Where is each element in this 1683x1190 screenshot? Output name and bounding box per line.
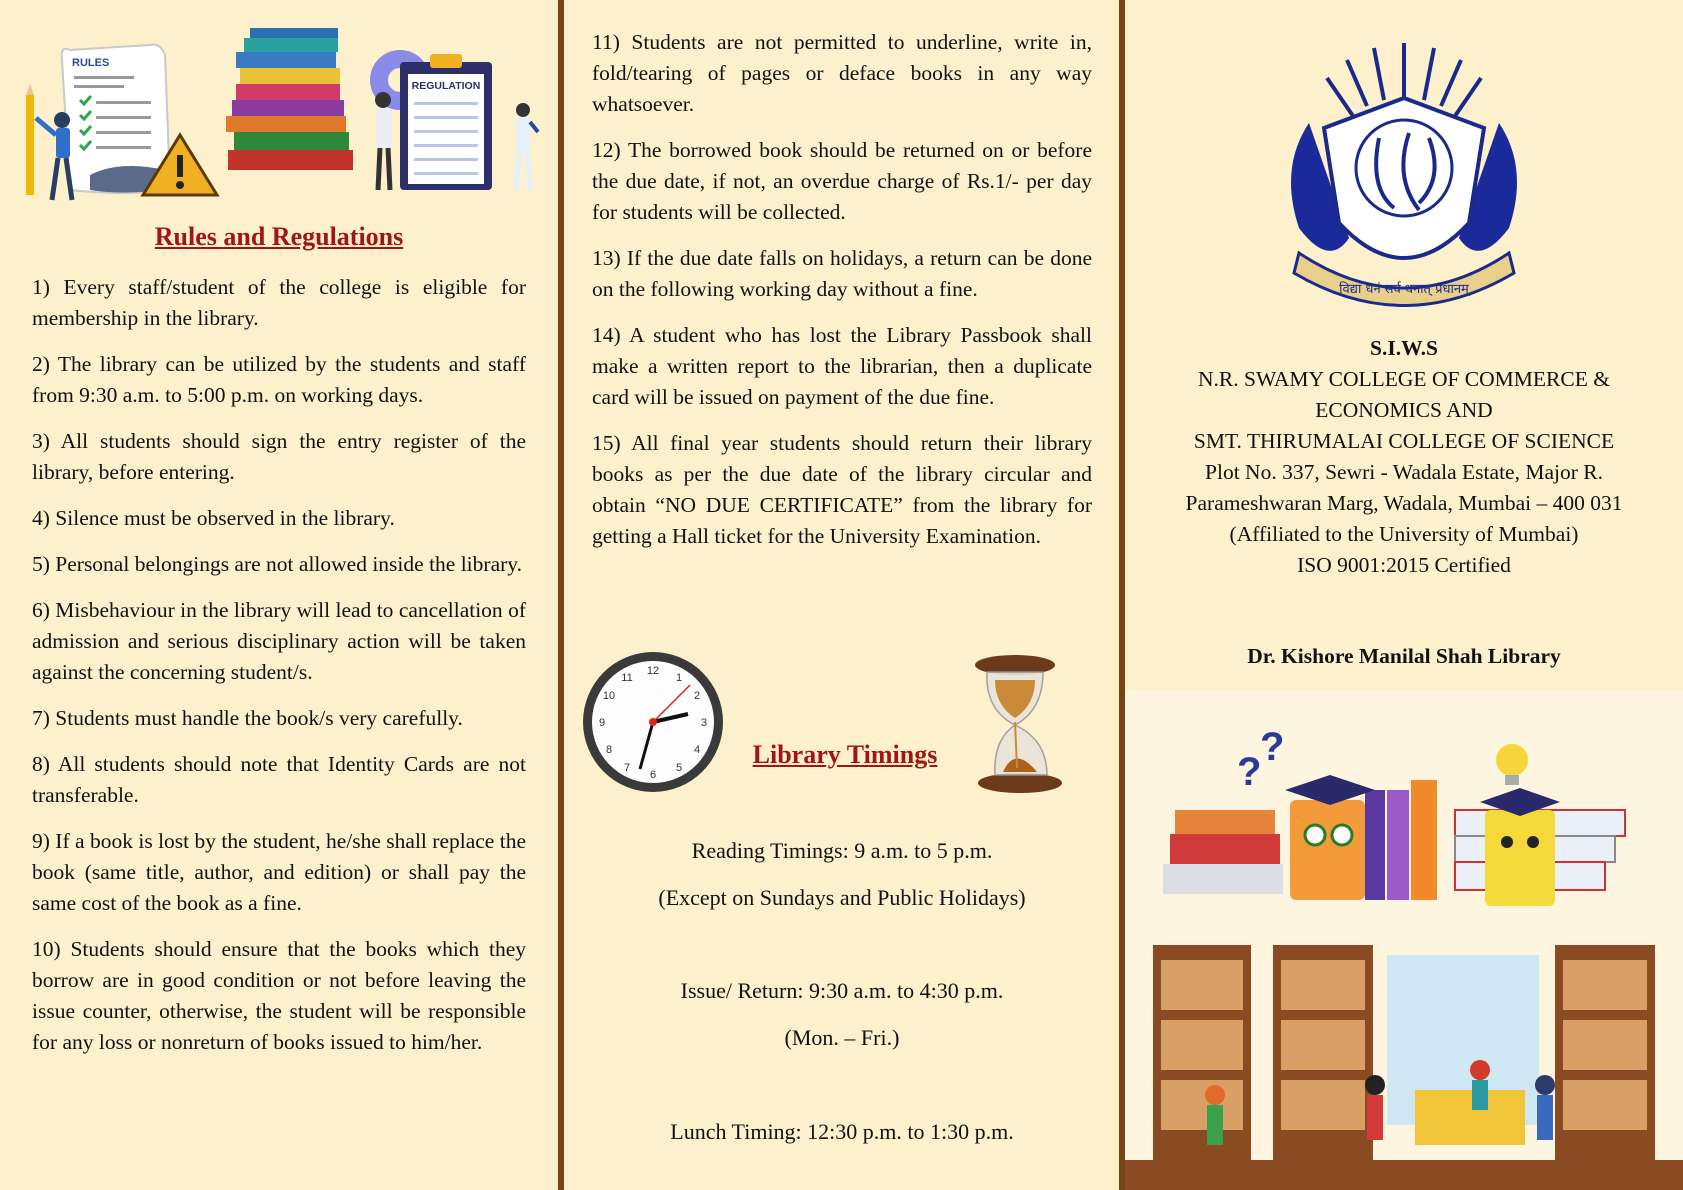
svg-text:5: 5 [675, 762, 683, 774]
rules-list-part2 [592, 27, 1092, 567]
pencil-icon [26, 84, 34, 195]
rules-illustration [0, 0, 558, 210]
person-figure [1365, 1075, 1385, 1140]
svg-text:10: 10 [602, 690, 616, 702]
clock-icon [578, 647, 728, 797]
svg-text:9: 9 [598, 717, 606, 729]
person-figure [1205, 1085, 1225, 1145]
college-name-line3: SMT. THIRUMALAI COLLEGE OF SCIENCE [1193, 429, 1615, 453]
college-panel [1125, 0, 1683, 1190]
issue-return-timings: Issue/ Return: 9:30 a.m. to 4:30 p.m. [680, 978, 1004, 1003]
rule-item: 1) Every staff/student of the college is eligible for membership in the library. [32, 275, 526, 330]
reading-timings: Reading Timings: 9 a.m. to 5 p.m. [691, 838, 993, 863]
iso-certification: ISO 9001:2015 Certified [1297, 553, 1511, 577]
rules-list-part1 [32, 272, 526, 1073]
person-figure [1470, 1060, 1490, 1110]
college-name-line1: N.R. SWAMY COLLEGE OF COMMERCE & [1198, 367, 1610, 391]
svg-text:11: 11 [621, 672, 633, 684]
book-character-left [1285, 775, 1375, 900]
rule-item: 8) All students should note that Identity Cards are not transferable. [32, 752, 526, 807]
rules-panel [0, 0, 558, 1190]
college-emblem [1269, 38, 1539, 318]
library-illustration [1125, 690, 1683, 1190]
svg-text:?: ? [1237, 750, 1262, 794]
person-figure [1535, 1075, 1555, 1140]
fold-divider [558, 0, 564, 1190]
rule-item: 15) All final year students should return their library books as per the due date of the library circular and obtain “NO DUE CERTIFICATE” from the library for getting a Hall ticket for the University Examination. [592, 431, 1092, 548]
person-figure [36, 112, 72, 200]
rule-item: 10) Students should ensure that the books which they borrow are in good condition or not before leaving the issue counter, otherwise, the student will be responsible for any loss or nonreturn of books issued to him/her. [32, 937, 526, 1054]
reading-timings-note: (Except on Sundays and Public Holidays) [658, 885, 1026, 910]
rule-item: 5) Personal belongings are not allowed inside the library. [32, 552, 522, 576]
regulation-clipboard-icon [400, 54, 492, 190]
svg-text:4: 4 [693, 744, 701, 756]
svg-text:3: 3 [700, 717, 708, 729]
society-name: S.I.W.S [1370, 336, 1438, 360]
address-line2: Parameshwaran Marg, Wadala, Mumbai – 400 031 [1185, 491, 1623, 515]
rules-scroll-icon [62, 44, 170, 193]
library-name: Dr. Kishore Manilal Shah Library [1247, 644, 1561, 668]
emblem-motto: विद्या धनं सर्व धनात् प्रधानम् [1339, 282, 1469, 297]
rule-item: 11) Students are not permitted to underline, write in, fold/tearing of pages or deface books in any way whatsoever. [592, 30, 1092, 116]
svg-text:8: 8 [605, 744, 613, 756]
rule-item: 4) Silence must be observed in the library. [32, 506, 395, 530]
rule-item: 9) If a book is lost by the student, he/she shall replace the book (same title, author, and edition) or shall pay the same cost of the book as a fine. [32, 829, 526, 915]
address-line1: Plot No. 337, Sewri - Wadala Estate, Major R. [1205, 460, 1603, 484]
rule-item: 2) The library can be utilized by the students and staff from 9:30 a.m. to 5:00 p.m. on working days. [32, 352, 526, 407]
rules-label: RULES [72, 57, 110, 69]
college-name-line2: ECONOMICS AND [1315, 398, 1493, 422]
issue-return-days: (Mon. – Fri.) [784, 1025, 900, 1050]
svg-text:1: 1 [675, 672, 683, 684]
book-stack-icon [226, 28, 353, 170]
svg-text:12: 12 [646, 665, 660, 677]
rule-item: 13) If the due date falls on holidays, a return can be done on the following working day without a fine. [592, 246, 1092, 301]
rule-item: 6) Misbehaviour in the library will lead to cancellation of admission and serious disciplinary action will be taken against the concerning student/s. [32, 598, 526, 684]
lunch-timing: Lunch Timing: 12:30 p.m. to 1:30 p.m. [670, 1119, 1014, 1144]
rule-item: 3) All students should sign the entry register of the library, before entering. [32, 429, 526, 484]
svg-text:7: 7 [623, 762, 631, 774]
affiliation: (Affiliated to the University of Mumbai) [1229, 522, 1579, 546]
rule-item: 7) Students must handle the book/s very carefully. [32, 706, 463, 730]
svg-text:2: 2 [693, 690, 701, 702]
timings-heading: Library Timings [752, 740, 938, 769]
rule-item: 14) A student who has lost the Library Passbook shall make a written report to the librarian, then a duplicate card will be issued on payment of the due fine. [592, 323, 1092, 409]
rules-heading: Rules and Regulations [154, 222, 404, 251]
hourglass-icon [965, 650, 1075, 800]
svg-text:?: ? [1260, 725, 1285, 769]
svg-text:6: 6 [649, 769, 657, 781]
book-character-right [1480, 788, 1560, 906]
person-figure [516, 103, 538, 190]
rule-item: 12) The borrowed book should be returned on or before the due date, if not, an overdue charge of Rs.1/- per day for students will be collected. [592, 138, 1092, 224]
regulation-label: REGULATION [411, 80, 481, 92]
timings-panel [565, 0, 1119, 1190]
